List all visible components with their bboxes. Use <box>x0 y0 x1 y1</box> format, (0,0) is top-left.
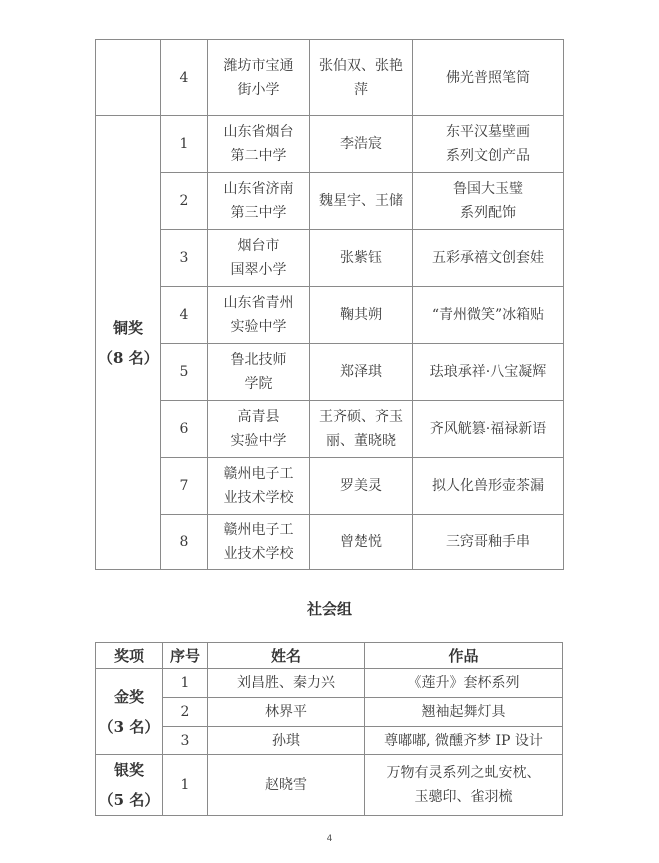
table-row <box>96 287 564 344</box>
table-row <box>96 401 564 458</box>
section-title: 社会组 <box>306 600 352 618</box>
serial-cell: 7 <box>161 458 208 515</box>
table-row <box>96 515 564 570</box>
serial-cell: 4 <box>161 287 208 344</box>
name-cell: 孙琪 <box>208 727 365 755</box>
table-row <box>96 40 564 116</box>
serial-cell: 2 <box>161 173 208 230</box>
table-row <box>96 458 564 515</box>
work-cell: 珐琅承祥·八宝凝辉 <box>413 344 564 401</box>
work-cell: 齐风觥篡·福禄新语 <box>413 401 564 458</box>
work-cell: 拟人化兽形壶茶漏 <box>413 458 564 515</box>
work-cell: 鲁国大玉璧 系列配饰 <box>413 173 564 230</box>
work-cell: 佛光普照笔筒 <box>413 40 564 116</box>
name-cell: 王齐硕、齐玉 丽、董晓晓 <box>310 401 413 458</box>
work-cell: 翘袖起舞灯具 <box>365 698 563 727</box>
school-cell: 赣州电子工 业技术学校 <box>208 458 310 515</box>
school-cell: 高青县 实验中学 <box>208 401 310 458</box>
school-cell: 赣州电子工 业技术学校 <box>208 515 310 570</box>
school-cell: 山东省青州 实验中学 <box>208 287 310 344</box>
gold-award-cell: 金奖 （3 名） <box>96 669 163 755</box>
table-row <box>96 755 563 816</box>
name-cell: 赵晓雪 <box>208 755 365 816</box>
serial-cell: 5 <box>161 344 208 401</box>
serial-cell: 4 <box>161 40 208 116</box>
table-row <box>96 230 564 287</box>
school-cell: 烟台市 国翠小学 <box>208 230 310 287</box>
work-cell: 《莲升》套杯系列 <box>365 669 563 698</box>
table-row <box>96 116 564 173</box>
table-row <box>96 727 563 755</box>
name-cell: 郑泽琪 <box>310 344 413 401</box>
serial-cell: 1 <box>163 755 208 816</box>
name-cell: 张紫钰 <box>310 230 413 287</box>
name-cell: 李浩宸 <box>310 116 413 173</box>
award-cell <box>96 40 161 116</box>
table-row <box>96 698 563 727</box>
header-work: 作品 <box>365 643 563 669</box>
serial-cell: 2 <box>163 698 208 727</box>
social-group-table <box>95 642 563 816</box>
table-row <box>96 669 563 698</box>
name-cell: 张伯双、张艳 萍 <box>310 40 413 116</box>
name-cell: 曾楚悦 <box>310 515 413 570</box>
work-cell: 东平汉墓壁画 系列文创产品 <box>413 116 564 173</box>
school-cell: 潍坊市宝通 街小学 <box>208 40 310 116</box>
bronze-award-cell: 铜奖 （8 名） <box>96 116 161 570</box>
name-cell: 魏星宇、王储 <box>310 173 413 230</box>
work-cell: “青州微笑”冰箱贴 <box>413 287 564 344</box>
silver-award-cell: 银奖 （5 名） <box>96 755 163 816</box>
youth-group-table <box>95 39 564 570</box>
name-cell: 林界平 <box>208 698 365 727</box>
work-cell: 万物有灵系列之虬安枕、 玉骢印、雀羽梳 <box>365 755 563 816</box>
serial-cell: 3 <box>161 230 208 287</box>
name-cell: 刘昌胜、秦力兴 <box>208 669 365 698</box>
school-cell: 山东省烟台 第二中学 <box>208 116 310 173</box>
name-cell: 罗美灵 <box>310 458 413 515</box>
header-serial: 序号 <box>163 643 208 669</box>
header-name: 姓名 <box>208 643 365 669</box>
work-cell: 三窍哥釉手串 <box>413 515 564 570</box>
school-cell: 鲁北技师 学院 <box>208 344 310 401</box>
header-award: 奖项 <box>96 643 163 669</box>
page-number: 4 <box>326 834 333 844</box>
table-row <box>96 173 564 230</box>
work-cell: 尊嘟嘟, 微醺齐梦 IP 设计 <box>365 727 563 755</box>
name-cell: 鞠其朔 <box>310 287 413 344</box>
serial-cell: 1 <box>163 669 208 698</box>
serial-cell: 1 <box>161 116 208 173</box>
serial-cell: 3 <box>163 727 208 755</box>
school-cell: 山东省济南 第三中学 <box>208 173 310 230</box>
work-cell: 五彩承禧文创套娃 <box>413 230 564 287</box>
serial-cell: 8 <box>161 515 208 570</box>
serial-cell: 6 <box>161 401 208 458</box>
table-row <box>96 344 564 401</box>
table-header-row <box>96 643 563 669</box>
